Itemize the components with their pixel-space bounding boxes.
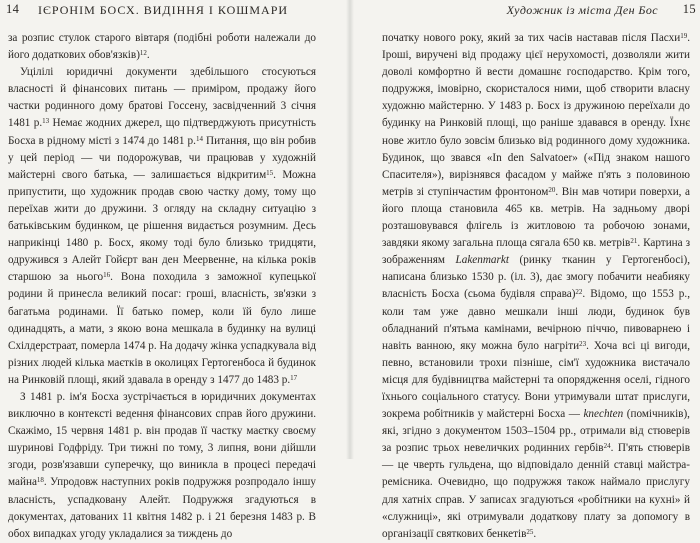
right-page (350, 0, 700, 540)
paragraph: Уцілілі юридичні документи здебільшого стосуються власності й фінансових питань — приміром, продажу його частки родинного дому братові Госсену, засвідченний 3 січня 1481 р.$^{13}$ Немає жодних джерел, що підтверджують присутність Босха в рідному місті з 1474 до 1481 р.$^{14}$ Питання, що він робив у цей період — чи подорожував, чи працював у художній майстерні свого батька, — залишається відкритим$^{15}$. Можна припустити, що художник продав свою частку дому, тому що переїхав жити до дружини. З огляду на складну ситуацію з батьківським будинком, це рішення видається розумним. Десь наприкінці 1480 р. Босх, якому тоді було близько тридцяти, одружився з Алейт Гойєрт ван ден Меервенне, на кілька років старшою за нього$^{16}$. Вона походила з заможної купецької родини й принесла великий посаг: гроші, власність, зв'язки з багатьма родинами. Її батько помер, коли їй було лише одинадцять, а мати, з якою вона мешкала в будинку на вулиці Схілдерстраат, померла 1474 р. На додачу жінка успадкувала від різних людей кілька маєтків в околицях Гертогенбоса й будинок на Ринковій площі, який здавала в оренду з 1477 до 1483 р.$^{17}$ (8, 66, 317, 386)
running-head-left: ІЄРОНІМ БОСХ. ВИДІННЯ І КОШМАРИ (38, 3, 289, 17)
footnote-ref[interactable]: 22 (575, 288, 583, 297)
italic-term: Lakenmarkt (455, 254, 509, 267)
page-number-right: 15 (682, 2, 696, 16)
paragraph: за розпис стулок старого вівтаря (подібні роботи належали до його додаткових обов'язків)$^{12}$. (8, 32, 316, 62)
footnote-ref[interactable]: 21 (630, 237, 638, 246)
paragraph: початку нового року, який за тих часів наставав після Пасхи$^{19}$. Іроші, виручені від продажу цієї нерухомості, дозволяли жити доволі комфортно й вести домашнє господарство. Крім того, подружжя, імовірно, скористалося ними, щоб створити власну художню майстерню. У 1483 р. Босх із дружиною переїхали до будинку на Ринковій площі, що раніше здавався в оренду. Їхнє нове житло було зовсім близько від родинного дому художника. Будинок, що звався «In den Salvatoer» («Під знаком нашого Спасителя»), вирізнявся фасадом у майже п'ять з половиною метрів зі ступінчастим фронтоном$^{20}$. Він мав чотири поверхи, а його площа становила 465 кв. метрів. На задньому дворі розташовувався флігель із житловою та робочою зонами, завдяки якому загальна площа сягала 650 кв. метрів$^{21}$. Картина з зображенням Lakenmarkt (ринку тканин у Гертогенбосі), написана близько 1530 р. (іл. 3), дає змогу побачити неабияку власність Босха (сьома будівля справа)$^{22}$. Відомо, що 1553 р., коли там уже давно мешкали інші люди, будинок був обладнаний п'ятьма камінами, вечірною піччю, пивоварнею і навіть ванною, яку можна було нагріти$^{23}$. Хоча всі ці вигоди, певно, встановили трохи пізніше, сім'ї художника вистачало місця для будівництва майстерні та опорядження оселі, гідного їхнього соціального статусу. Вони утримували штат прислуги, зокрема робітників у майстерні Босха — knechten (помічників), які, згідно з документом 1503–1504 рр., отримали від стюверів за розпис трьох невеличких родинних гербів$^{24}$. П'ять стюверів — це чверть гульдена, що відповідало денній ставці майстра-ремісника. Очевидно, що подружжя також наймало прислугу для хатніх справ. У записах згадуються «робітники на кухні» й «служниці», які отримували додаткову плату за допомогу в організації святкових бенкетів$^{25}$. (382, 32, 691, 540)
left-page (0, 0, 350, 540)
footnote-ref[interactable]: 16 (103, 271, 111, 280)
right-text-column (382, 30, 690, 543)
italic-term: knechten (583, 408, 624, 421)
footnote-ref[interactable]: 14 (195, 134, 203, 143)
running-head-right: Художник із міста Ден Бос (506, 3, 658, 17)
left-text-column (8, 30, 316, 543)
paragraph: З 1481 р. ім'я Босха зустрічається в юридичних документах виключно в контексті ведення фінансових справ його дружини. Скажімо, 15 червня 1481 р. він продав її частку маєтку своєму шуринові Годфріду. Три тижні по тому, 3 липня, вони дійшли згоди, розв'язавши суперечку, що виникла в процесі передачі майна$^{18}$. Упродовж наступних років подружжя розпродало іншу власність, успадковану Алейт. Подружжя згадуються в документах, датованих 11 квітня 1482 р. і 21 березня 1483 р. В обох випадках угоду укладалися за тиждень до (8, 390, 316, 540)
footnote-ref[interactable]: 17 (290, 373, 298, 382)
footnote-ref[interactable]: 13 (42, 117, 50, 126)
footnote-ref[interactable]: 23 (579, 339, 587, 348)
footnote-ref[interactable]: 25 (526, 527, 534, 536)
footnote-ref[interactable]: 19 (680, 32, 688, 40)
footnote-ref[interactable]: 12 (139, 49, 147, 58)
footnote-ref[interactable]: 15 (266, 168, 274, 177)
page-number-left: 14 (6, 2, 20, 16)
footnote-ref[interactable]: 18 (36, 476, 44, 485)
footnote-ref[interactable]: 20 (548, 185, 556, 194)
footnote-ref[interactable]: 24 (603, 442, 611, 451)
